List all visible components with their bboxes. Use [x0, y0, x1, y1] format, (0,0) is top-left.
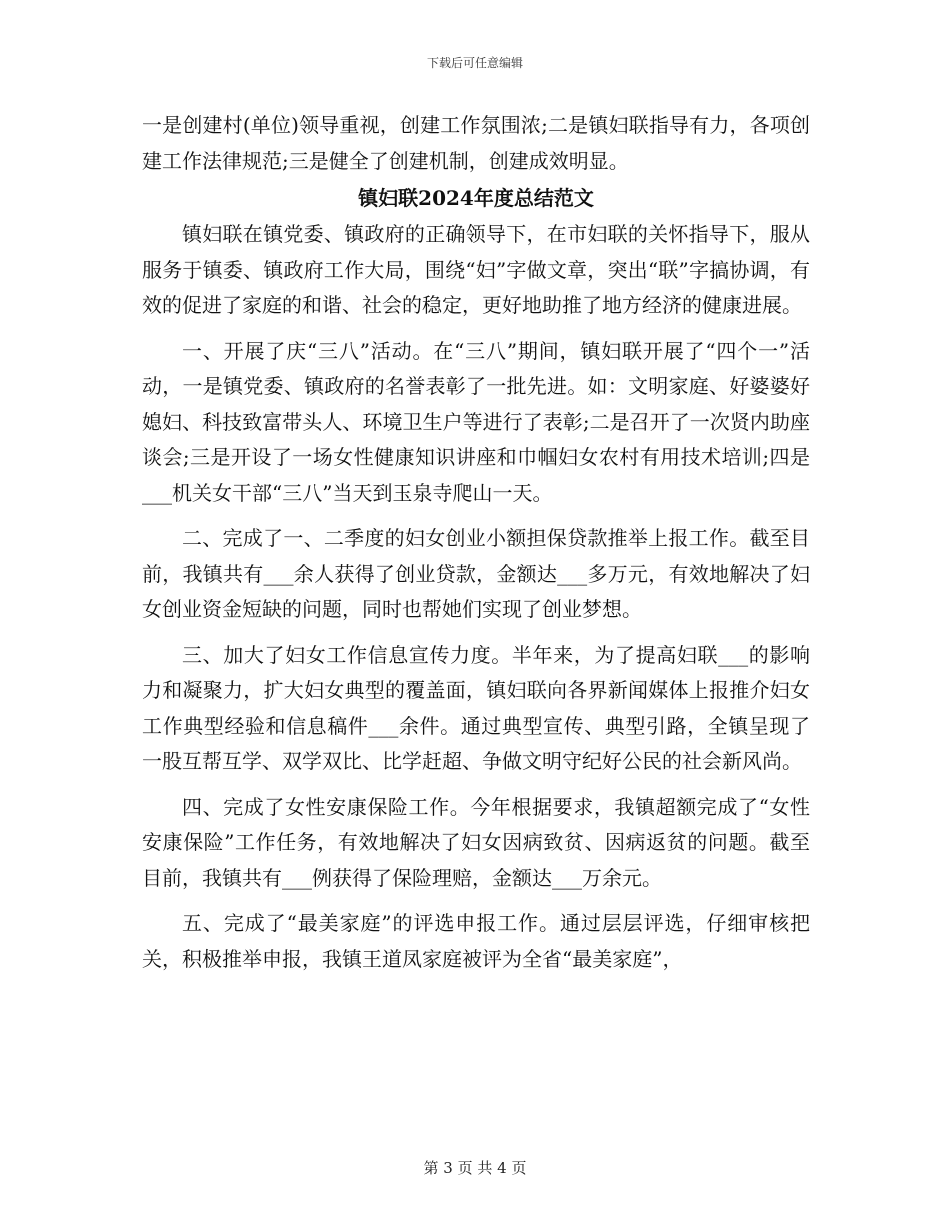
document-body	[142, 108, 810, 977]
body-paragraph-3: 二、完成了一、二季度的妇女创业小额担保贷款推举上报工作。截至目前，我镇共有___余人获得了创业贷款，金额达___多万元，有效地解决了妇女创业资金短缺的问题，同时也帮她们实现了创业梦想。	[142, 526, 810, 621]
page-header: 下载后可任意编辑	[426, 56, 523, 70]
document-title: 镇妇联2024年度总结范文	[358, 186, 594, 210]
body-paragraph-5: 四、完成了女性安康保险工作。今年根据要求，我镇超额完成了“女性安康保险”工作任务，有效地解决了妇女因病致贫、因病返贫的问题。截至目前，我镇共有___例获得了保险理赔，金额达___万余元。	[142, 794, 810, 890]
body-paragraph-1: 镇妇联在镇党委、镇政府的正确领导下，在市妇联的关怀指导下，服从服务于镇委、镇政府工作大局，围绕“妇”字做文章，突出“联”字搞协调，有效的促进了家庭的和谐、社会的稳定，更好地助推了地方经济的健康进展。	[142, 222, 810, 317]
body-paragraph-4: 三、加大了妇女工作信息宣传力度。半年来，为了提高妇联___的影响力和凝聚力，扩大妇女典型的覆盖面，镇妇联向各界新闻媒体上报推介妇女工作典型经验和信息稿件___余件。通过典型宣传、典型引路，全镇呈现了一股互帮互学、双学双比、比学赶超、争做文明守纪好公民的社会新风尚。	[142, 642, 810, 773]
body-paragraph-6: 五、完成了“最美家庭”的评选申报工作。通过层层评选，仔细审核把关，积极推举申报，我镇王道凤家庭被评为全省“最美家庭”，	[142, 911, 810, 971]
page-number: 第 3 页 共 4 页	[423, 1159, 527, 1177]
intro-paragraph: 一是创建村(单位)领导重视，创建工作氛围浓;二是镇妇联指导有力，各项创建工作法律规范;三是健全了创建机制，创建成效明显。	[142, 113, 810, 173]
body-paragraph-2: 一、开展了庆“三八”活动。在“三八”期间，镇妇联开展了“四个一”活动，一是镇党委、镇政府的名誉表彰了一批先进。如：文明家庭、好婆婆好媳妇、科技致富带头人、环境卫生户等进行了表彰;二是召开了一次贤内助座谈会;三是开设了一场女性健康知识讲座和巾帼妇女农村有用技术培训;四是___机关女干部“三八”当天到玉泉寺爬山一天。	[142, 338, 810, 505]
